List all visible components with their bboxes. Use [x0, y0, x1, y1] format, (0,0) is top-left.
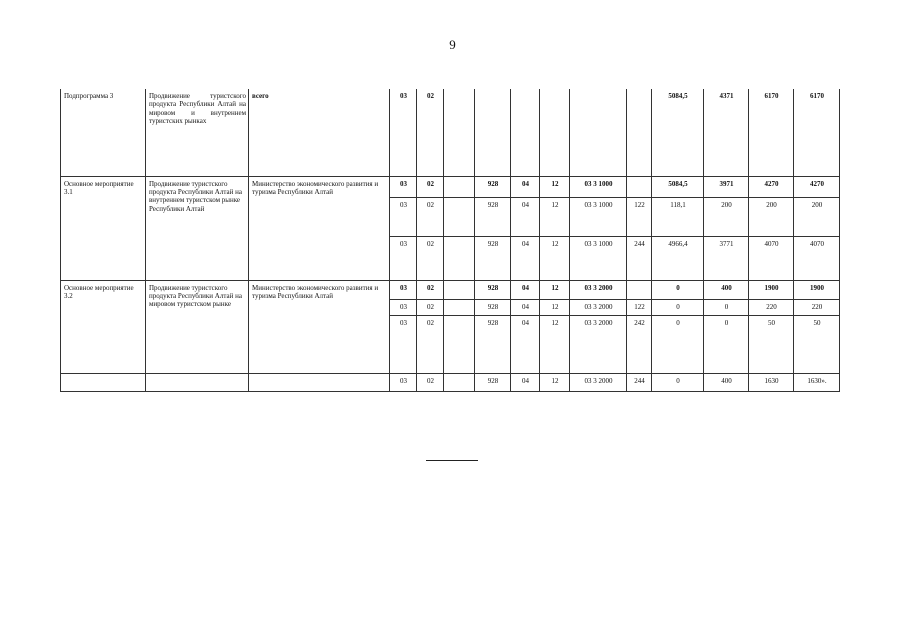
- rz-cell: 04: [511, 373, 540, 391]
- value-cell: 1900: [749, 280, 794, 299]
- code-c-cell: [444, 373, 475, 391]
- value-cell: 0: [704, 299, 749, 315]
- code-a-cell: 03: [390, 280, 417, 299]
- grbs-cell: 928: [475, 280, 511, 299]
- pr-cell: 12: [540, 315, 570, 373]
- csr-cell: 03 3 2000: [570, 315, 627, 373]
- code-b-cell: 02: [417, 89, 444, 176]
- table-row: [61, 280, 840, 299]
- value-cell: 5084,5: [652, 176, 704, 197]
- value-cell: 3771: [704, 236, 749, 280]
- executor-cell: всего: [249, 89, 390, 176]
- activity-name: Основное мероприятие 3.2: [61, 280, 146, 373]
- value-cell: 0: [704, 315, 749, 373]
- code-c-cell: [444, 89, 475, 176]
- value-cell: 220: [749, 299, 794, 315]
- grbs-cell: 928: [475, 373, 511, 391]
- pr-cell: 12: [540, 176, 570, 197]
- end-separator-line: [426, 460, 478, 461]
- subprogram-name: Подпрограмма 3: [61, 89, 146, 176]
- code-c-cell: [444, 197, 475, 236]
- code-b-cell: 02: [417, 197, 444, 236]
- pr-cell: 12: [540, 280, 570, 299]
- code-a-cell: 03: [390, 236, 417, 280]
- empty-cell: [146, 373, 249, 391]
- rz-cell: 04: [511, 299, 540, 315]
- value-cell: 400: [704, 280, 749, 299]
- code-a-cell: 03: [390, 299, 417, 315]
- code-a-cell: 03: [390, 373, 417, 391]
- code-a-cell: 03: [390, 315, 417, 373]
- csr-cell: 03 3 1000: [570, 176, 627, 197]
- table-row: [61, 373, 840, 391]
- vr-cell: 244: [627, 236, 652, 280]
- value-cell: 4966,4: [652, 236, 704, 280]
- grbs-cell: [475, 89, 511, 176]
- code-a-cell: 03: [390, 176, 417, 197]
- grbs-cell: 928: [475, 299, 511, 315]
- code-c-cell: [444, 236, 475, 280]
- value-cell: 4070: [794, 236, 840, 280]
- pr-cell: 12: [540, 197, 570, 236]
- value-cell: 0: [652, 315, 704, 373]
- vr-cell: [627, 89, 652, 176]
- rz-cell: [511, 89, 540, 176]
- grbs-cell: 928: [475, 315, 511, 373]
- rz-cell: 04: [511, 236, 540, 280]
- csr-cell: [570, 89, 627, 176]
- grbs-cell: 928: [475, 176, 511, 197]
- value-cell: 4070: [749, 236, 794, 280]
- value-cell: 5084,5: [652, 89, 704, 176]
- rz-cell: 04: [511, 197, 540, 236]
- vr-cell: 242: [627, 315, 652, 373]
- value-cell: 0: [652, 280, 704, 299]
- value-cell: 4270: [794, 176, 840, 197]
- value-cell: 1900: [794, 280, 840, 299]
- csr-cell: 03 3 2000: [570, 299, 627, 315]
- activity-title: Продвижение туристского продукта Республики Алтай на внутреннем туристском рынке Республики Алтай: [146, 176, 249, 280]
- csr-cell: 03 3 2000: [570, 373, 627, 391]
- value-cell: 200: [749, 197, 794, 236]
- pr-cell: 12: [540, 236, 570, 280]
- pr-cell: 12: [540, 373, 570, 391]
- code-c-cell: [444, 280, 475, 299]
- value-cell: 1630: [749, 373, 794, 391]
- value-cell: 0: [652, 373, 704, 391]
- activity-name: Основное мероприятие 3.1: [61, 176, 146, 280]
- csr-cell: 03 3 1000: [570, 197, 627, 236]
- csr-cell: 03 3 1000: [570, 236, 627, 280]
- value-cell: 50: [749, 315, 794, 373]
- activity-title: Продвижение туристского продукта Республики Алтай на мировом туристском рынке: [146, 280, 249, 373]
- code-c-cell: [444, 176, 475, 197]
- code-a-cell: 03: [390, 89, 417, 176]
- empty-cell: [61, 373, 146, 391]
- code-c-cell: [444, 299, 475, 315]
- value-cell: 6170: [794, 89, 840, 176]
- value-cell: 3971: [704, 176, 749, 197]
- value-cell: 50: [794, 315, 840, 373]
- value-cell: 6170: [749, 89, 794, 176]
- rz-cell: 04: [511, 176, 540, 197]
- value-cell: 0: [652, 299, 704, 315]
- budget-table: [60, 89, 840, 392]
- value-cell: 4270: [749, 176, 794, 197]
- vr-cell: [627, 176, 652, 197]
- grbs-cell: 928: [475, 197, 511, 236]
- csr-cell: 03 3 2000: [570, 280, 627, 299]
- page-number: 9: [449, 37, 456, 52]
- value-cell: 1630».: [794, 373, 840, 391]
- table-row: [61, 89, 840, 176]
- subprogram-title: Продвижение туристского продукта Республики Алтай на мировом и внутреннем туристских рынках: [146, 89, 249, 176]
- vr-cell: 122: [627, 197, 652, 236]
- table-row: [61, 176, 840, 197]
- value-cell: 220: [794, 299, 840, 315]
- value-cell: 118,1: [652, 197, 704, 236]
- vr-cell: 122: [627, 299, 652, 315]
- code-c-cell: [444, 315, 475, 373]
- code-b-cell: 02: [417, 280, 444, 299]
- code-a-cell: 03: [390, 197, 417, 236]
- code-b-cell: 02: [417, 236, 444, 280]
- empty-cell: [249, 373, 390, 391]
- code-b-cell: 02: [417, 299, 444, 315]
- code-b-cell: 02: [417, 315, 444, 373]
- value-cell: 400: [704, 373, 749, 391]
- pr-cell: 12: [540, 299, 570, 315]
- code-b-cell: 02: [417, 373, 444, 391]
- rz-cell: 04: [511, 280, 540, 299]
- executor-cell: Министерство экономического развития и туризма Республики Алтай: [249, 280, 390, 373]
- rz-cell: 04: [511, 315, 540, 373]
- grbs-cell: 928: [475, 236, 511, 280]
- value-cell: 200: [704, 197, 749, 236]
- vr-cell: [627, 280, 652, 299]
- value-cell: 4371: [704, 89, 749, 176]
- executor-cell: Министерство экономического развития и туризма Республики Алтай: [249, 176, 390, 280]
- pr-cell: [540, 89, 570, 176]
- vr-cell: 244: [627, 373, 652, 391]
- code-b-cell: 02: [417, 176, 444, 197]
- value-cell: 200: [794, 197, 840, 236]
